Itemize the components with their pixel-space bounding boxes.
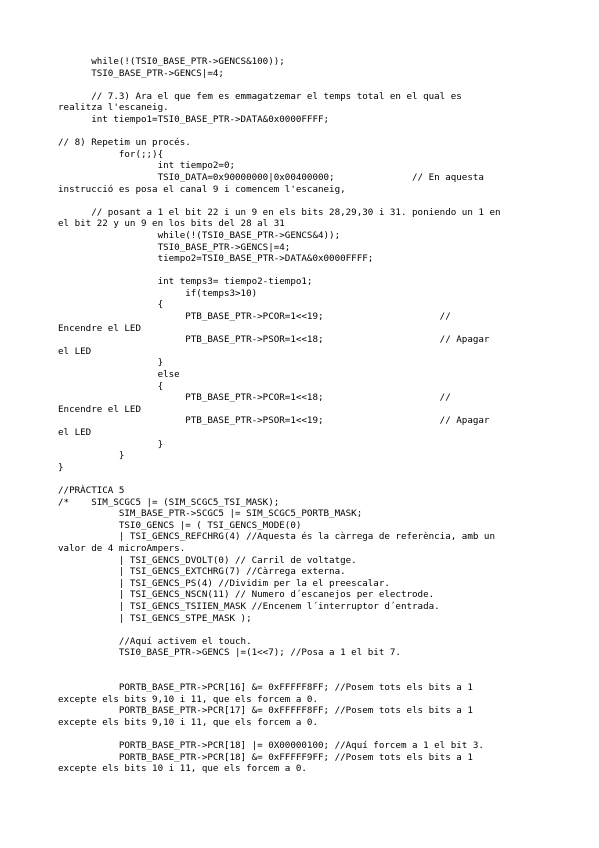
code-line: /* SIM_SCGC5 |= (SIM_SCGC5_TSI_MASK); (58, 496, 280, 508)
code-line: | TSI_GENCS_PS(4) //Dividim per la el preescalar. (58, 577, 390, 589)
code-line: | TSI_GENCS_NSCN(11) // Numero d´escanejos per electrode. (58, 589, 435, 601)
code-line: PORTB_BASE_PTR->PCR[18] |= 0X00000100; //Aquí forcem a 1 el bit 3. (58, 740, 484, 752)
code-line: if(temps3>10) (58, 287, 258, 299)
code-line: int tiempo1=TSI0_BASE_PTR->DATA&0x0000FFFF; (58, 113, 330, 125)
code-line (58, 195, 558, 207)
code-line (58, 670, 558, 682)
code-line: | TSI_GENCS_TSIIEN_MASK //Encenem l´interruptor d´entrada. (58, 600, 440, 612)
code-line: excepte els bits 9,10 i 11, que els forcem a 0. (58, 716, 318, 728)
code-line: PORTB_BASE_PTR->PCR[18] &= 0xFFFFF9FF; //Posem tots els bits a 1 (58, 751, 473, 763)
code-line: | TSI_GENCS_DVOLT(0) // Carril de voltatge. (58, 554, 357, 566)
code-line: PTB_BASE_PTR->PCOR=1<<18; // (58, 392, 451, 404)
code-line: PTB_BASE_PTR->PCOR=1<<19; // (58, 311, 451, 323)
code-line: el LED (58, 427, 92, 438)
code-line: | TSI_GENCS_EXTCHRG(7) //Càrrega externa. (58, 566, 346, 578)
code-line: SIM_BASE_PTR->SCGC5 |= SIM_SCGC5_PORTB_MASK; (58, 508, 363, 520)
code-line: } (58, 450, 125, 462)
code-line: int tiempo2=0; (58, 160, 236, 172)
code-line: int temps3= tiempo2-tiempo1; (58, 276, 313, 288)
code-line: tiempo2=TSI0_BASE_PTR->DATA&0x0000FFFF; (58, 253, 374, 265)
code-line: { (58, 380, 164, 392)
code-line: excepte els bits 10 i 11, que els forcem a 0. (58, 763, 307, 775)
code-line: TSI0_DATA=0x90000000|0x00400000; // En aquesta (58, 171, 484, 183)
code-line: realitza l'escaneig. (58, 102, 169, 114)
code-line (58, 728, 558, 740)
code-line: { (58, 299, 164, 311)
code-line: PORTB_BASE_PTR->PCR[17] &= 0xFFFFF8FF; //Posem tots els bits a 1 (58, 705, 473, 717)
code-line (58, 126, 558, 138)
code-line (58, 659, 558, 671)
code-line: valor de 4 microAmpers. (58, 542, 186, 554)
code-line: TSI0_BASE_PTR->GENCS |=(1<<7); //Posa a 1 el bit 7. (58, 647, 401, 659)
code-line: el bit 22 y un 9 en los bits del 28 al 31 (58, 218, 285, 230)
code-line: while(!(TSI0_BASE_PTR->GENCS&100)); (58, 56, 285, 67)
code-line: | TSI_GENCS_REFCHRG(4) //Aquesta és la càrrega de referència, amb un (58, 531, 495, 543)
code-line: while(!(TSI0_BASE_PTR->GENCS&4)); (58, 229, 341, 241)
code-line: //Aquí activem el touch. (58, 635, 252, 647)
code-line: instrucció es posa el canal 9 i comencem l'escaneig, (58, 183, 346, 195)
code-line (58, 79, 558, 91)
code-line: } (58, 438, 164, 450)
code-line: // posant a 1 el bit 22 i un 9 en els bits 28,29,30 i 31. poniendo un 1 en (58, 206, 501, 218)
code-line: PTB_BASE_PTR->PSOR=1<<19; // Apagar (58, 415, 490, 427)
code-line: Encendre el LED (58, 403, 141, 415)
code-line: PTB_BASE_PTR->PSOR=1<<18; // Apagar (58, 334, 490, 346)
code-line: el LED (58, 345, 92, 357)
code-line: TSI0_BASE_PTR->GENCS|=4; (58, 241, 291, 253)
code-line: PORTB_BASE_PTR->PCR[16] &= 0xFFFFF8FF; //Posem tots els bits a 1 (58, 682, 473, 694)
code-line (58, 265, 558, 277)
code-line: TSI0_GENCS |= ( TSI_GENCS_MODE(0) (58, 519, 302, 531)
code-line: for(;;){ (58, 148, 164, 160)
code-line: // 8) Repetim un procés. (58, 137, 191, 149)
code-line: else (58, 369, 180, 381)
code-line: //PRÀCTICA 5 (58, 484, 125, 496)
code-line (58, 624, 558, 636)
code-line: } (58, 461, 64, 473)
code-line: } (58, 357, 164, 369)
code-line: | TSI_GENCS_STPE_MASK ); (58, 612, 252, 624)
code-line: Encendre el LED (58, 322, 141, 334)
code-line (58, 473, 558, 485)
code-line: // 7.3) Ara el que fem es emmagatzemar el temps total en el qual es (58, 90, 462, 102)
code-listing (58, 56, 558, 775)
code-line: TSI0_BASE_PTR->GENCS|=4; (58, 67, 224, 79)
code-line: excepte els bits 9,10 i 11, que els forcem a 0. (58, 693, 318, 705)
